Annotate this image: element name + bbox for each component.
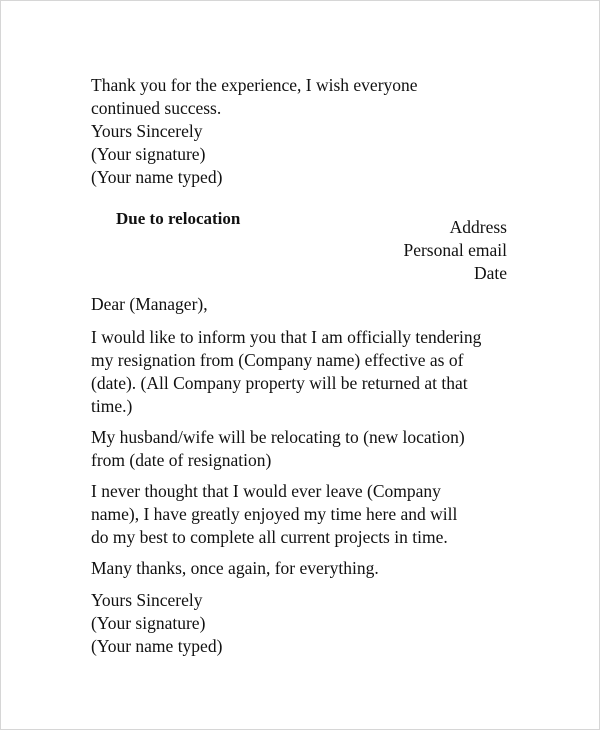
letter-closing bbox=[91, 589, 222, 658]
sender-email: Personal email bbox=[403, 240, 507, 260]
sender-block bbox=[403, 216, 507, 285]
paragraph-resignation-notice bbox=[91, 326, 481, 418]
letter-heading: Due to relocation bbox=[116, 209, 241, 228]
text-line: from (date of resignation) bbox=[91, 450, 272, 470]
name-placeholder: (Your name typed) bbox=[91, 167, 223, 187]
name-placeholder: (Your name typed) bbox=[91, 636, 223, 656]
signature-placeholder: (Your signature) bbox=[91, 613, 206, 633]
text-line: My husband/wife will be relocating to (new location) bbox=[91, 427, 465, 447]
signature-placeholder: (Your signature) bbox=[91, 144, 206, 164]
previous-letter-closing bbox=[91, 74, 418, 189]
text-line: do my best to complete all current projects in time. bbox=[91, 527, 448, 547]
text-line: continued success. bbox=[91, 98, 222, 118]
closing-phrase: Yours Sincerely bbox=[91, 121, 203, 141]
sender-address: Address bbox=[449, 217, 507, 237]
text-line: time.) bbox=[91, 396, 133, 416]
text-line: Thank you for the experience, I wish everyone bbox=[91, 75, 418, 95]
text-line: my resignation from (Company name) effective as of bbox=[91, 350, 464, 370]
sender-date: Date bbox=[473, 263, 507, 283]
paragraph-relocation-reason bbox=[91, 426, 465, 472]
text-line: Many thanks, once again, for everything. bbox=[91, 558, 379, 578]
text-line: I never thought that I would ever leave (Company bbox=[91, 481, 441, 501]
paragraph-thanks bbox=[91, 557, 379, 580]
paragraph-gratitude bbox=[91, 480, 457, 549]
salutation: Dear (Manager), bbox=[91, 294, 208, 314]
text-line: I would like to inform you that I am officially tendering bbox=[91, 327, 482, 347]
closing-phrase: Yours Sincerely bbox=[91, 590, 203, 610]
text-line: name), I have greatly enjoyed my time here and will bbox=[91, 504, 458, 524]
text-line: (date). (All Company property will be returned at that bbox=[91, 373, 468, 393]
